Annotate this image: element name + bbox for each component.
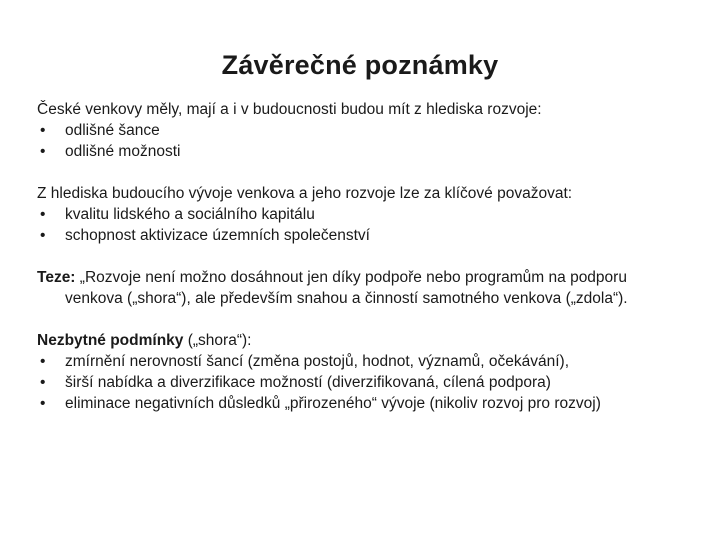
bullet-icon: • bbox=[40, 206, 46, 223]
list-item: • eliminace negativních důsledků „přirozeného“ vývoje (nikoliv rozvoj pro rozvoj) bbox=[40, 395, 601, 412]
conditions-label-suffix: („shora“): bbox=[183, 332, 252, 349]
slide-title: Závěrečné poznámky bbox=[221, 50, 499, 80]
section-necessary-conditions bbox=[37, 330, 687, 414]
bullet-icon: • bbox=[40, 122, 46, 139]
section2-list bbox=[37, 204, 687, 246]
thesis-label: Teze: bbox=[37, 269, 76, 286]
section-thesis bbox=[37, 267, 687, 309]
bullet-icon: • bbox=[40, 143, 46, 160]
section4-list bbox=[37, 351, 687, 414]
bullet-icon: • bbox=[40, 353, 46, 370]
bullet-icon: • bbox=[40, 227, 46, 244]
list-item: • schopnost aktivizace územních společenství bbox=[40, 227, 370, 244]
thesis-paragraph bbox=[37, 267, 687, 309]
list-item: • širší nabídka a diverzifikace možností (diverzifikovaná, cílená podpora) bbox=[40, 374, 551, 391]
section4-intro bbox=[37, 330, 687, 351]
conditions-label: Nezbytné podmínky bbox=[37, 332, 184, 349]
section1-intro: České venkovy měly, mají a i v budoucnosti budou mít z hlediska rozvoje: bbox=[37, 101, 542, 118]
section1-list bbox=[37, 120, 687, 162]
section2-intro: Z hlediska budoucího vývoje venkova a jeho rozvoje lze za klíčové považovat: bbox=[37, 185, 573, 202]
bullet-icon: • bbox=[40, 395, 46, 412]
thesis-text: „Rozvoje není možno dosáhnout jen díky podpoře nebo programům na podporu venkova („shora“), ale především snahou a činností samotného venkova („zdola“). bbox=[65, 269, 628, 307]
list-item: • odlišné šance bbox=[40, 122, 160, 139]
section-key-factors bbox=[37, 183, 687, 246]
list-item: • odlišné možnosti bbox=[40, 143, 181, 160]
slide-content bbox=[37, 99, 687, 435]
list-item: • kvalitu lidského a sociálního kapitálu bbox=[40, 206, 315, 223]
bullet-icon: • bbox=[40, 374, 46, 391]
section-conditions-intro bbox=[37, 99, 687, 162]
list-item: • zmírnění nerovností šancí (změna postojů, hodnot, významů, očekávání), bbox=[40, 353, 570, 370]
